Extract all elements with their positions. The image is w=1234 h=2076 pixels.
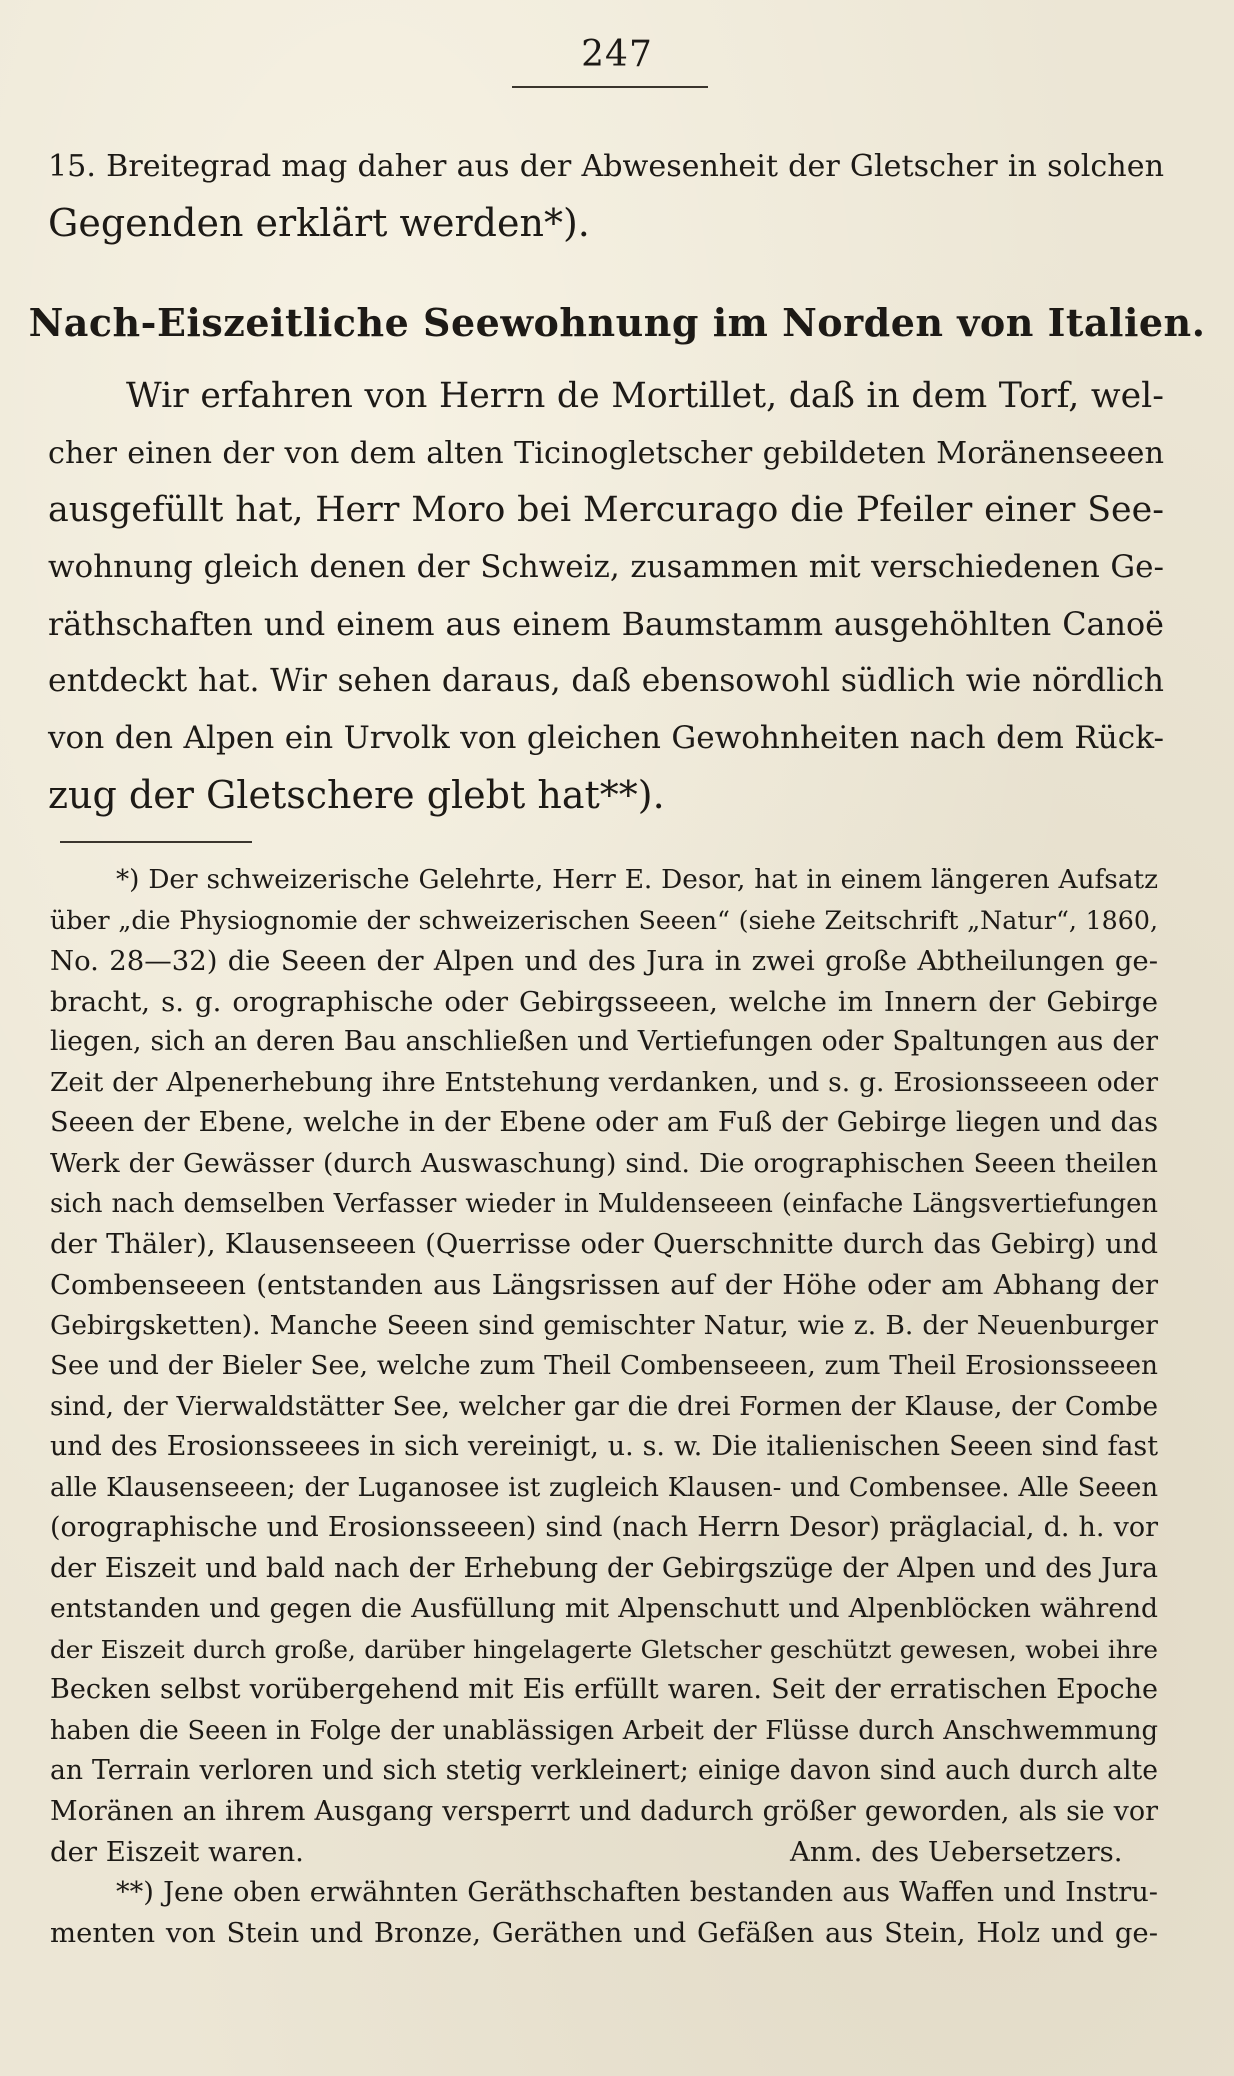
footnote-line: See und der Bieler See, welche zum Theil Combenseeen, zum Theil Erosionsseeen — [50, 1351, 1158, 1381]
footnotes — [50, 860, 1158, 1954]
page-number: 247 — [581, 34, 653, 75]
paragraph-line: entdeckt hat. Wir sehen daraus, daß ebensowohl südlich wie nördlich — [48, 663, 1164, 699]
paragraph-line: wohnung gleich denen der Schweiz, zusammen mit verschiedenen Ge- — [48, 549, 1164, 585]
footnote-line: Becken selbst vorübergehend mit Eis erfüllt waren. Seit der erratischen Epoche — [50, 1674, 1158, 1705]
intro-line: 15. Breitegrad mag daher aus der Abwesenheit der Gletscher in solchen — [48, 149, 1164, 184]
paragraph-line: von den Alpen ein Urvolk von gleichen Gewohnheiten nach dem Rück- — [48, 720, 1164, 756]
footnote-line: (orographische und Erosionsseeen) sind (nach Herrn Desor) präglacial, d. h. vor — [50, 1512, 1158, 1543]
main-paragraph — [48, 368, 1164, 824]
footnote-line: der Thäler), Klausenseeen (Querrisse oder Querschnitte durch das Gebirg) und — [50, 1228, 1158, 1260]
header-rule — [512, 86, 708, 88]
footnote-line: an Terrain verloren und sich stetig verkleinert; einige davon sind auch durch alte — [50, 1755, 1158, 1786]
footnote-line: Moränen an ihrem Ausgang versperrt und dadurch größer geworden, als sie vor — [50, 1795, 1158, 1827]
paragraph-line: ausgefüllt hat, Herr Moro bei Mercurago die Pfeiler einer See- — [48, 490, 1164, 530]
translator-note: Anm. des Uebersetzers. — [790, 1836, 1123, 1868]
footnote-line: **) Jene oben erwähnten Geräthschaften bestanden aus Waffen und Instru- — [116, 1876, 1158, 1908]
footnote-line: Werk der Gewässer (durch Auswaschung) sind. Die orographischen Seeen theilen — [50, 1147, 1158, 1179]
section-heading: Nach-Eiszeitliche Seewohnung im Norden von Italien. — [28, 300, 1206, 345]
footnote-line: der Eiszeit durch große, darüber hingelagerte Gletscher geschützt gewesen, wobei ihre — [50, 1634, 1158, 1664]
footnote-line: *) Der schweizerische Gelehrte, Herr E. Desor, hat in einem längeren Aufsatz — [116, 865, 1158, 895]
intro-line: Gegenden erklärt werden*). — [48, 201, 590, 245]
footnote-line: Combenseeen (entstanden aus Längsrissen auf der Höhe oder am Abhang der — [50, 1269, 1158, 1301]
paragraph-line: räthschaften und einem aus einem Baumstamm ausgehöhlten Canoë — [48, 605, 1164, 643]
footnote-line: Zeit der Alpenerhebung ihre Entstehung verdanken, und s. g. Erosionsseeen oder — [50, 1066, 1158, 1098]
footnote-2 — [50, 1873, 1158, 1954]
footnote-line: No. 28—32) die Seeen der Alpen und des Jura in zwei große Abtheilungen ge- — [50, 945, 1158, 977]
paragraph-line: zug der Gletschere glebt hat**). — [48, 773, 665, 817]
paragraph-line: cher einen der von dem alten Ticinogletscher gebildeten Moränenseeen — [48, 436, 1164, 471]
footnote-line: sich nach demselben Verfasser wieder in Muldenseeen (einfache Längsvertiefungen — [50, 1189, 1158, 1219]
footnote-line: alle Klausenseeen; der Luganosee ist zugleich Klausen- und Combensee. Alle Seeen — [50, 1472, 1158, 1503]
footnote-line: und des Erosionsseees in sich vereinigt, u. s. w. Die italienischen Seeen sind fast — [50, 1431, 1158, 1462]
footnote-line: sind, der Vierwaldstätter See, welcher gar die drei Formen der Klause, der Combe — [50, 1391, 1158, 1422]
footnote-line: liegen, sich an deren Bau anschließen und Vertiefungen oder Spaltungen aus der — [50, 1026, 1158, 1057]
intro-text — [48, 138, 1164, 252]
footnote-line: entstanden und gegen die Ausfüllung mit Alpenschutt und Alpenblöcken während — [50, 1593, 1158, 1624]
footnote-line: Seeen der Ebene, welche in der Ebene oder am Fuß der Gebirge liegen und das — [50, 1107, 1158, 1138]
footnote-line: menten von Stein und Bronze, Geräthen und Gefäßen aus Stein, Holz und ge- — [50, 1917, 1158, 1949]
footnote-line: über „die Physiognomie der schweizerischen Seeen“ (siehe Zeitschrift „Natur“, 1860, — [50, 905, 1158, 935]
footnote-line: haben die Seeen in Folge der unablässigen Arbeit der Flüsse durch Anschwemmung — [50, 1715, 1158, 1746]
paragraph-line: Wir erfahren von Herrn de Mortillet, daß in dem Torf, wel- — [126, 376, 1164, 416]
footnote-closing-line — [50, 1832, 1158, 1873]
footnote-line: der Eiszeit und bald nach der Erhebung der Gebirgszüge der Alpen und des Jura — [50, 1552, 1158, 1584]
footnote-line: bracht, s. g. orographische oder Gebirgsseeen, welche im Innern der Gebirge — [50, 985, 1158, 1018]
footnote-rule — [60, 841, 252, 843]
footnote-line: Gebirgsketten). Manche Seeen sind gemischter Natur, wie z. B. der Neuenburger — [50, 1309, 1158, 1341]
footnote-last-text: der Eiszeit waren. — [50, 1836, 304, 1868]
footnote-1 — [50, 860, 1158, 1873]
